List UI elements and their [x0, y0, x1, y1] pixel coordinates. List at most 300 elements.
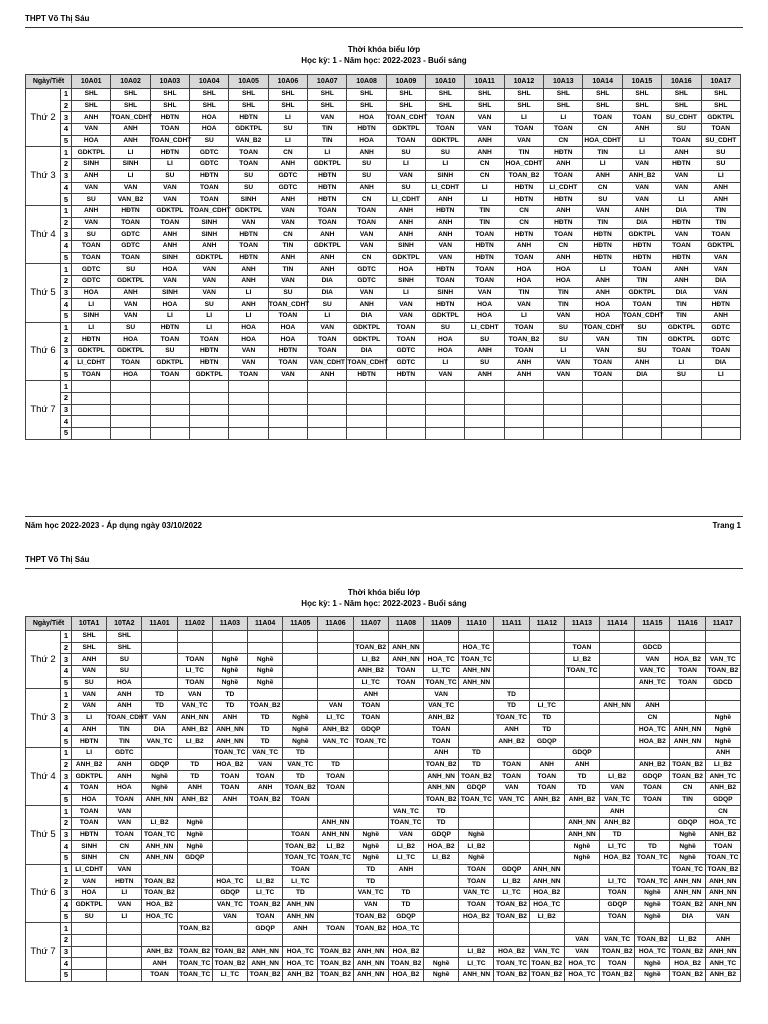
subject-cell: TOAN_B2 [424, 759, 459, 771]
subject-cell: TOAN [353, 712, 388, 724]
subject-cell: VAN_TC [212, 899, 247, 911]
subject-cell: ANH_NN [459, 969, 494, 981]
subject-cell: TOAN [107, 829, 142, 841]
subject-cell: TOAN_TC [494, 712, 529, 724]
subject-cell [465, 381, 504, 393]
table-row [26, 147, 741, 159]
subject-cell: HOA_B2 [388, 946, 423, 958]
subject-cell [72, 934, 107, 946]
subject-cell [248, 689, 283, 701]
subject-cell: Nghề [177, 829, 212, 841]
subject-cell: HOA_B2 [424, 841, 459, 853]
subject-cell [544, 416, 583, 428]
class-header: 11A03 [212, 617, 247, 631]
subject-cell [564, 888, 599, 900]
subject-cell [318, 747, 353, 759]
class-header: 10A09 [386, 75, 425, 89]
subject-cell: GDQP [248, 923, 283, 935]
subject-cell: LI_TC [283, 876, 318, 888]
subject-cell [212, 853, 247, 865]
period-number: 3 [61, 712, 72, 724]
subject-cell [622, 392, 661, 404]
subject-cell [388, 782, 423, 794]
period-number: 5 [61, 969, 72, 981]
subject-cell: HĐTN [465, 240, 504, 252]
subject-cell [353, 934, 388, 946]
subject-cell: LI_TC [529, 701, 564, 713]
subject-cell: TOAN [212, 782, 247, 794]
subject-cell [494, 677, 529, 689]
subject-cell: LI [72, 322, 111, 334]
subject-cell: LI_B2 [705, 759, 740, 771]
subject-cell: ANH_B2 [142, 946, 177, 958]
subject-cell: LI [386, 159, 425, 171]
subject-cell: SINH [229, 194, 268, 206]
subject-cell: LI_TC [388, 853, 423, 865]
subject-cell: SU [107, 666, 142, 678]
subject-cell: DIA [662, 287, 701, 299]
subject-cell [529, 853, 564, 865]
subject-cell: LI_B2 [529, 911, 564, 923]
subject-cell: GDKTPL [190, 252, 229, 264]
subject-cell: ANH [386, 229, 425, 241]
subject-cell: SHL [426, 89, 465, 101]
subject-cell [564, 864, 599, 876]
subject-cell [622, 427, 661, 439]
subject-cell: Nghề [670, 853, 705, 865]
subject-cell: VAN_TC [600, 934, 635, 946]
subject-cell: SHL [229, 89, 268, 101]
subject-cell: VAN [701, 252, 740, 264]
subject-cell [494, 642, 529, 654]
class-header: 10A04 [190, 75, 229, 89]
subject-cell: GDTC [386, 346, 425, 358]
subject-cell: SU [544, 334, 583, 346]
subject-cell [465, 404, 504, 416]
subject-cell: LI [150, 159, 189, 171]
subject-cell: ANH [388, 864, 423, 876]
subject-cell [459, 689, 494, 701]
subject-cell: SU [386, 147, 425, 159]
subject-cell: TOAN_B2 [212, 958, 247, 970]
subject-cell: LI [72, 712, 107, 724]
class-header: 11A13 [564, 617, 599, 631]
subject-cell: VAN [622, 159, 661, 171]
subject-cell: Nghề [283, 712, 318, 724]
subject-cell: TOAN [308, 346, 347, 358]
subject-cell: HOA_B2 [635, 736, 670, 748]
subject-cell [459, 806, 494, 818]
period-number: 2 [61, 642, 72, 654]
period-number: 4 [61, 124, 72, 136]
subject-cell: TOAN [388, 677, 423, 689]
subject-cell: ANH_B2 [353, 666, 388, 678]
subject-cell: TOAN_TC [177, 969, 212, 981]
subject-cell [111, 427, 150, 439]
subject-cell [426, 392, 465, 404]
subject-cell [635, 829, 670, 841]
table-row [26, 958, 741, 970]
subject-cell [142, 642, 177, 654]
subject-cell: ANH [600, 806, 635, 818]
subject-cell: VAN [662, 182, 701, 194]
day-label: Thứ 6 [26, 322, 61, 380]
subject-cell: HĐTN [347, 369, 386, 381]
subject-cell: TD [564, 771, 599, 783]
subject-cell: TOAN_B2 [248, 969, 283, 981]
subject-cell: GDKTPL [72, 346, 111, 358]
subject-cell: TIN [544, 287, 583, 299]
subject-cell [72, 958, 107, 970]
subject-cell: LI [386, 287, 425, 299]
subject-cell: GDKTPL [701, 240, 740, 252]
subject-cell: VAN [564, 946, 599, 958]
subject-cell [308, 392, 347, 404]
period-number: 1 [61, 864, 72, 876]
subject-cell: SINH [72, 853, 107, 865]
subject-cell [564, 911, 599, 923]
subject-cell [318, 631, 353, 643]
subject-cell [459, 724, 494, 736]
subject-cell: Nghề [635, 969, 670, 981]
subject-cell: LI [504, 112, 543, 124]
subject-cell: CN [583, 182, 622, 194]
subject-cell: ANH_B2 [177, 724, 212, 736]
subject-cell [529, 689, 564, 701]
table-row [26, 782, 741, 794]
subject-cell: ANH_NN [564, 818, 599, 830]
subject-cell: GDQP [635, 771, 670, 783]
period-number: 4 [61, 666, 72, 678]
subject-cell: TIN [583, 217, 622, 229]
subject-cell [268, 381, 307, 393]
subject-cell [248, 864, 283, 876]
subject-cell [622, 381, 661, 393]
subject-cell: LI_TC [248, 888, 283, 900]
subject-cell [111, 381, 150, 393]
subject-cell: SHL [268, 100, 307, 112]
subject-cell: TD [424, 806, 459, 818]
subject-cell: GDTC [268, 182, 307, 194]
table-row [26, 864, 741, 876]
subject-cell: Nghề [248, 654, 283, 666]
subject-cell [72, 381, 111, 393]
subject-cell: VAN [268, 369, 307, 381]
subject-cell: VAN [347, 240, 386, 252]
subject-cell: LI_B2 [248, 876, 283, 888]
subject-cell: VAN [424, 689, 459, 701]
subject-cell: TD [142, 689, 177, 701]
subject-cell: SU [662, 124, 701, 136]
subject-cell [388, 876, 423, 888]
subject-cell [600, 864, 635, 876]
subject-cell: HĐTN [662, 217, 701, 229]
subject-cell: VAN [190, 264, 229, 276]
subject-cell [583, 404, 622, 416]
subject-cell [504, 427, 543, 439]
subject-cell: ANH [662, 264, 701, 276]
subject-cell: ANH [308, 369, 347, 381]
subject-cell: ANH_B2 [283, 969, 318, 981]
subject-cell [670, 806, 705, 818]
subject-cell [494, 631, 529, 643]
subject-cell: VAN [107, 864, 142, 876]
subject-cell [248, 841, 283, 853]
subject-cell: LI [701, 369, 740, 381]
table-row [26, 934, 741, 946]
subject-cell [318, 794, 353, 806]
day-label: Thứ 6 [26, 864, 61, 922]
subject-cell [529, 806, 564, 818]
subject-cell: TOAN [504, 322, 543, 334]
subject-cell: TOAN [150, 217, 189, 229]
subject-cell [347, 404, 386, 416]
subject-cell: SINH [386, 240, 425, 252]
subject-cell: VAN [72, 217, 111, 229]
subject-cell: VAN [494, 782, 529, 794]
subject-cell [670, 631, 705, 643]
subject-cell: VAN_CDHT [308, 357, 347, 369]
subject-cell: TOAN_B2 [670, 969, 705, 981]
subject-cell: VAN [229, 357, 268, 369]
subject-cell: CN [504, 217, 543, 229]
subject-cell: VAN [248, 759, 283, 771]
subject-cell: SHL [150, 89, 189, 101]
subject-cell: HOA_TC [705, 818, 740, 830]
day-label: Thứ 2 [26, 631, 61, 689]
subject-cell: TIN [465, 205, 504, 217]
subject-cell [494, 841, 529, 853]
subject-cell: TOAN_B2 [600, 946, 635, 958]
subject-cell: ANH [504, 240, 543, 252]
footer-note: Năm học 2022-2023 - Áp dụng ngày 03/10/2022 [25, 521, 202, 530]
subject-cell: TOAN_B2 [504, 334, 543, 346]
subject-cell: SU [347, 159, 386, 171]
timetable-subtitle: Học kỳ: 1 - Năm học: 2022-2023 - Buổi sáng [301, 56, 467, 65]
subject-cell [388, 771, 423, 783]
subject-cell: ANH [494, 724, 529, 736]
school-name: THPT Võ Thị Sáu [25, 14, 90, 23]
table-row [26, 112, 741, 124]
subject-cell [426, 416, 465, 428]
subject-cell: HOA [111, 369, 150, 381]
subject-cell: TOAN [308, 205, 347, 217]
class-header: 11A05 [283, 617, 318, 631]
subject-cell: HOA_CDHT [504, 159, 543, 171]
subject-cell: ANH_NN [177, 712, 212, 724]
subject-cell [283, 934, 318, 946]
subject-cell: TOAN_B2 [670, 771, 705, 783]
subject-cell: ANH [283, 923, 318, 935]
subject-cell: Nghề [177, 818, 212, 830]
table-row [26, 689, 741, 701]
subject-cell: ANH_NN [459, 666, 494, 678]
subject-cell [564, 876, 599, 888]
subject-cell [212, 642, 247, 654]
subject-cell: VAN [635, 654, 670, 666]
subject-cell: LI_B2 [459, 946, 494, 958]
subject-cell: ANH_B2 [622, 170, 661, 182]
subject-cell: HOA [504, 276, 543, 288]
subject-cell: DIA [142, 724, 177, 736]
subject-cell [705, 631, 740, 643]
subject-cell [248, 853, 283, 865]
subject-cell: SU [229, 182, 268, 194]
subject-cell [504, 416, 543, 428]
subject-cell [142, 806, 177, 818]
subject-cell [111, 404, 150, 416]
period-number: 5 [61, 311, 72, 323]
subject-cell [424, 864, 459, 876]
subject-cell: VAN [190, 287, 229, 299]
day-label: Thứ 5 [26, 806, 61, 864]
subject-cell [544, 427, 583, 439]
subject-cell: ANH [465, 369, 504, 381]
subject-cell: SHL [622, 100, 661, 112]
subject-cell: SINH [72, 311, 111, 323]
subject-cell: TOAN_B2 [248, 794, 283, 806]
table-row [26, 677, 741, 689]
subject-cell: TOAN [229, 159, 268, 171]
subject-cell: Nghề [142, 771, 177, 783]
class-header: 11A16 [670, 617, 705, 631]
subject-cell [635, 818, 670, 830]
subject-cell: TOAN_CDHT [268, 299, 307, 311]
subject-cell: TOAN_B2 [494, 899, 529, 911]
period-number: 1 [61, 923, 72, 935]
subject-cell: VAN_TC [353, 888, 388, 900]
subject-cell: TIN [622, 334, 661, 346]
subject-cell: SU [72, 229, 111, 241]
table-row [26, 427, 741, 439]
subject-cell [142, 747, 177, 759]
subject-cell: ANH [347, 182, 386, 194]
subject-cell [701, 427, 740, 439]
subject-cell: ANH_NN [283, 899, 318, 911]
subject-cell [386, 381, 425, 393]
table-row [26, 759, 741, 771]
subject-cell [388, 747, 423, 759]
table-row [26, 194, 741, 206]
subject-cell [494, 666, 529, 678]
class-header: 11A10 [459, 617, 494, 631]
subject-cell: Nghề [177, 841, 212, 853]
subject-cell: SHL [72, 89, 111, 101]
subject-cell: GDKTPL [190, 369, 229, 381]
subject-cell: LI [426, 159, 465, 171]
subject-cell: TOAN [600, 888, 635, 900]
subject-cell: VAN [701, 264, 740, 276]
subject-cell: ANH [150, 229, 189, 241]
timetable-grade10 [25, 74, 741, 440]
subject-cell [635, 689, 670, 701]
subject-cell [424, 946, 459, 958]
subject-cell: GDQP [529, 736, 564, 748]
subject-cell: TIN [268, 264, 307, 276]
subject-cell: TD [564, 782, 599, 794]
subject-cell: DIA [701, 276, 740, 288]
subject-cell: ANH [229, 264, 268, 276]
subject-cell: DIA [308, 276, 347, 288]
subject-cell: TD [353, 864, 388, 876]
subject-cell: VAN [268, 276, 307, 288]
subject-cell [177, 631, 212, 643]
period-number: 4 [61, 899, 72, 911]
class-header: 10TA1 [72, 617, 107, 631]
subject-cell: TIN [308, 135, 347, 147]
subject-cell: ANH [701, 182, 740, 194]
subject-cell: ANH [150, 240, 189, 252]
subject-cell: TOAN [190, 334, 229, 346]
subject-cell: TOAN [72, 806, 107, 818]
subject-cell: TD [635, 841, 670, 853]
day-label: Thứ 4 [26, 205, 61, 263]
subject-cell [583, 416, 622, 428]
subject-cell: SHL [622, 89, 661, 101]
subject-cell: TOAN_TC [283, 853, 318, 865]
subject-cell: ANH_TC [705, 771, 740, 783]
subject-cell: GDTC [701, 334, 740, 346]
subject-cell [564, 806, 599, 818]
subject-cell: VAN_TC [705, 654, 740, 666]
subject-cell: TOAN [701, 124, 740, 136]
subject-cell [190, 381, 229, 393]
subject-cell: TOAN [622, 112, 661, 124]
period-number: 4 [61, 724, 72, 736]
subject-cell: HĐTN [426, 299, 465, 311]
subject-cell [705, 701, 740, 713]
subject-cell [583, 392, 622, 404]
subject-cell: HOA_B2 [142, 899, 177, 911]
subject-cell: Nghề [564, 853, 599, 865]
subject-cell: SHL [504, 100, 543, 112]
subject-cell: HĐTN [544, 194, 583, 206]
subject-cell [177, 864, 212, 876]
subject-cell: TD [388, 888, 423, 900]
subject-cell [107, 958, 142, 970]
subject-cell: VAN [308, 112, 347, 124]
subject-cell: TOAN_B2 [142, 876, 177, 888]
subject-cell [494, 654, 529, 666]
subject-cell [353, 771, 388, 783]
timetable-title: Thời khóa biểu lớp [347, 45, 421, 54]
subject-cell: HĐTN [583, 229, 622, 241]
subject-cell: VAN [111, 182, 150, 194]
subject-cell: ANH [308, 229, 347, 241]
subject-cell: TOAN [622, 299, 661, 311]
subject-cell: VAN [107, 806, 142, 818]
subject-cell: TOAN [465, 264, 504, 276]
subject-cell [424, 631, 459, 643]
period-number: 1 [61, 264, 72, 276]
subject-cell [248, 631, 283, 643]
subject-cell [353, 631, 388, 643]
subject-cell: VAN [701, 287, 740, 299]
subject-cell: VAN [150, 276, 189, 288]
subject-cell: HĐTN [229, 229, 268, 241]
subject-cell: SU [701, 159, 740, 171]
subject-cell: GDKTPL [150, 205, 189, 217]
subject-cell: SHL [386, 89, 425, 101]
period-number: 3 [61, 229, 72, 241]
subject-cell: LI_CDHT [386, 194, 425, 206]
subject-cell: Nghề [635, 899, 670, 911]
subject-cell: TOAN [662, 346, 701, 358]
subject-cell: GDKTPL [386, 124, 425, 136]
subject-cell: VAN [504, 299, 543, 311]
subject-cell: ANH [111, 287, 150, 299]
subject-cell [72, 392, 111, 404]
